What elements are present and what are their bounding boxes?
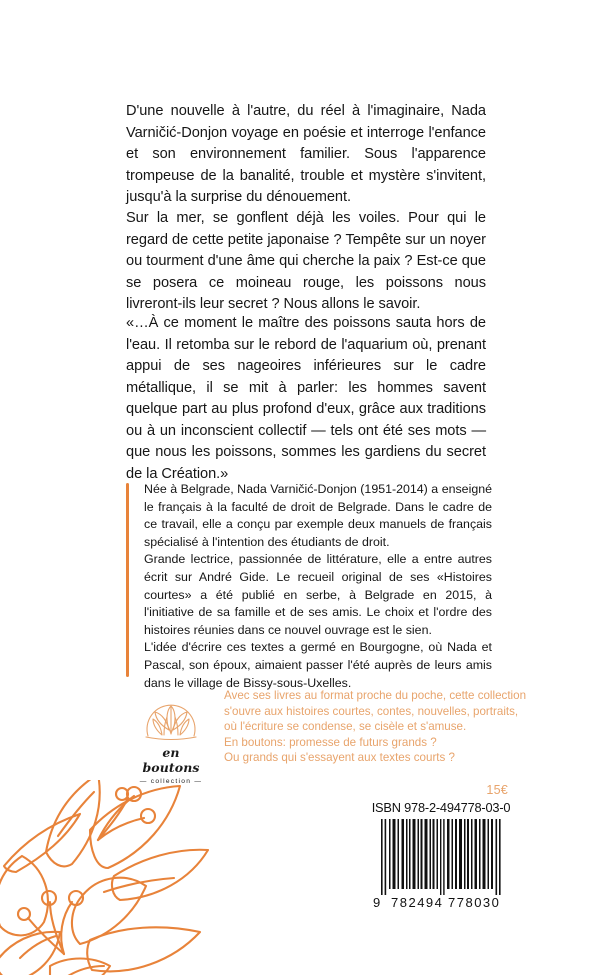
blurb-text: «…À ce moment le maître des poissons sauta hors de l'eau. Il retomba sur le rebord de l'aquarium où, prenant appui de ses nageoires inférieures sur le cadre métallique, il se mit à parler: les hommes savent quelque part au plus profond d'eux, grâce aux traditions ou à un inconscient collectif — tels ont été ses mots — que nous les poissons, sommes les gardiens du secret de la Création.» — [126, 315, 486, 482]
lily-flower-line-art-icon — [0, 780, 209, 975]
pitch-line-1: Avec ses livres au format proche du poche, cette collection — [224, 689, 527, 702]
pitch-line-5: Ou grands qui s'essayent aux textes courts ? — [224, 751, 455, 765]
biography-text — [144, 481, 492, 692]
pitch-line-4: En boutons: promesse de futurs grands ? — [224, 735, 437, 749]
pitch-line-2: s'ouvre aux histoires courtes, contes, nouvelles, portraits, — [224, 704, 519, 718]
collection-logo-subtitle: — collection — — [139, 778, 203, 785]
pitch-line-3: où l'écriture se condense, se cisèle et s'amuse. — [224, 720, 467, 734]
ean13-barcode — [373, 819, 510, 909]
author-biography — [126, 481, 492, 692]
isbn-barcode-block — [358, 800, 524, 909]
barcode-digits-right: 778030 — [447, 895, 500, 909]
blurb-text: Sur la mer, se gonflent déjà les voiles. Pour qui le regard de cette petite japonaise ? Tempête sur un noyer ou tourment d'une âme qui cherche la paix ? Est-ce que se posera ce moineau rouge, les poissons nous livreront-ils leur secret ? Nous allons le savoir. — [126, 210, 486, 312]
barcode-digit-prefix: 9 — [372, 895, 380, 909]
buds-in-circle-icon — [132, 690, 210, 742]
blurb-paragraph-2 — [126, 208, 486, 316]
blurb-excerpt-quote — [126, 313, 486, 485]
isbn-text: ISBN 978-2-494778-03-0 — [371, 800, 511, 815]
biography-accent-rule — [126, 483, 129, 677]
biography-paragraph-1: Née à Belgrade, Nada Varničić-Donjon (1951-2014) a enseigné le français à la faculté de droit de Belgrade. Dans le cadre de ce travail, elle a conçu par exemple deux manuels de français spécialisé à l'intention des étudiants de droit. — [144, 482, 492, 549]
price-label: 15€ — [486, 783, 508, 797]
biography-paragraph-2: Grande lectrice, passionnée de littérature, elle a entre autres écrit sur André Gide. Le recueil original de ses «Histoires courtes» a été publié en serbe, à Belgrade en 2015, à l'initiative de sa famille et de ses amis. Le choix et l'ordre des histoires réunies dans ce nouvel ouvrage est le sien. — [144, 552, 492, 637]
collection-block — [132, 688, 532, 785]
collection-logo — [132, 688, 210, 785]
blurb-text: D'une nouvelle à l'autre, du réel à l'imaginaire, Nada Varničić-Donjon voyage en poésie et interroge l'enfance et son environnement familier. Sous l'apparence trompeuse de la banalité, trouble et mystère s'invitent, jusqu'à la surprise du dénouement. — [126, 103, 486, 205]
blurb-paragraph-1 — [126, 101, 486, 209]
collection-pitch — [224, 688, 532, 766]
biography-paragraph-3: L'idée d'écrire ces textes a germé en Bourgogne, où Nada et Pascal, son époux, aimaient passer l'été auprès de leurs amis dans le village de Bissy-sous-Uxelles. — [144, 640, 492, 690]
barcode-digits-left: 782494 — [390, 895, 443, 909]
collection-logo-name: en boutons — [142, 745, 200, 775]
